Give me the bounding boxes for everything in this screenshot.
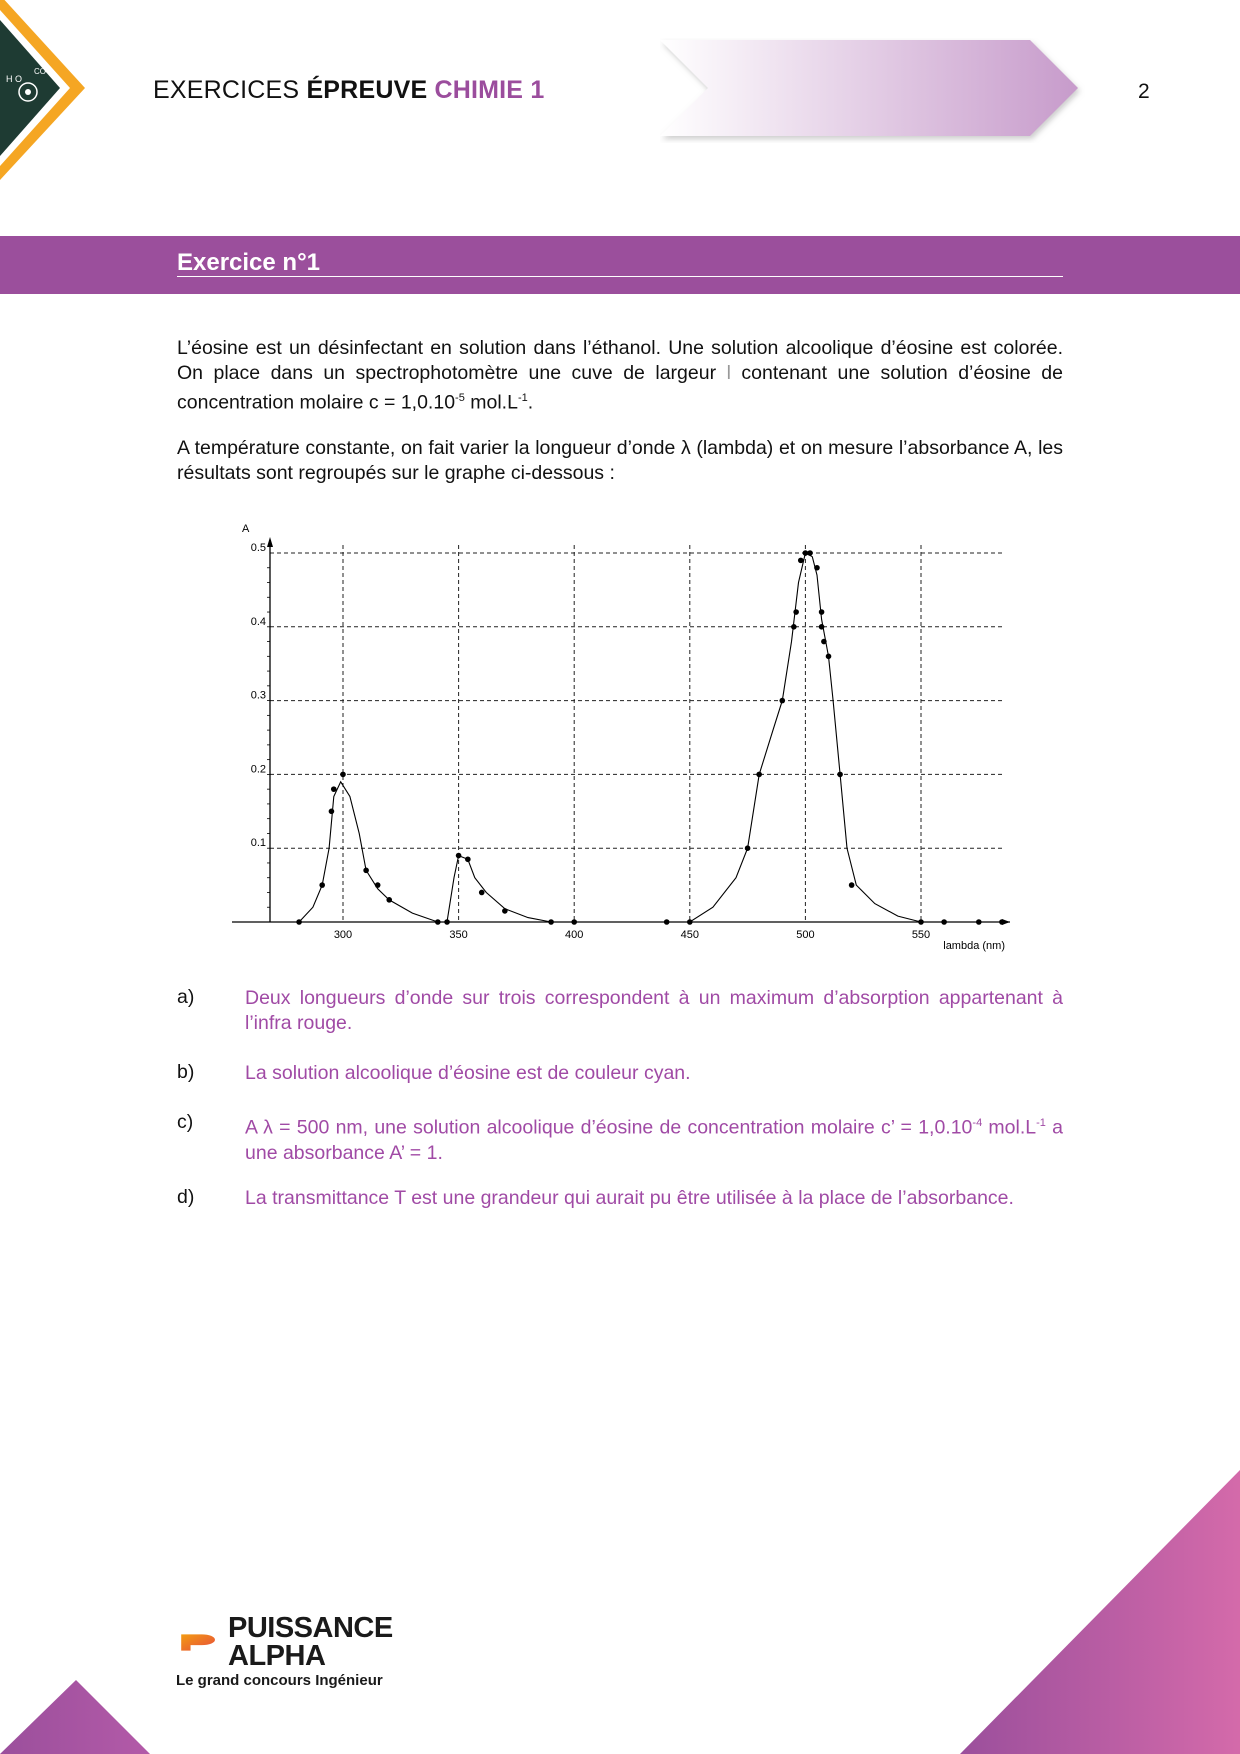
question-c-text-a: A λ = 500 nm, une solution alcoolique d’éosine de concentration molaire c’ = 1,0.10 <box>245 1116 973 1139</box>
svg-text:CO: CO <box>34 67 46 76</box>
bottom-left-triangle-decoration <box>0 1670 160 1754</box>
data-point <box>363 868 369 874</box>
data-point <box>319 882 325 888</box>
y-tick-label: 0.5 <box>250 542 266 554</box>
data-point <box>819 624 825 630</box>
header-title <box>153 76 544 105</box>
y-tick-label: 0.1 <box>250 837 266 850</box>
data-point <box>837 772 843 778</box>
question-d-text: La transmittance T est une grandeur qui aurait pu être utilisée à la place de l’absorbance. <box>245 1187 1014 1209</box>
header-arrow-decoration <box>660 38 1085 143</box>
brand-name-line1: PUISSANCE <box>228 1612 393 1644</box>
data-point <box>386 897 392 903</box>
y-tick-label: 0.2 <box>250 763 266 776</box>
absorbance-chart <box>220 515 1020 960</box>
y-axis-label: A <box>242 523 250 535</box>
data-point <box>793 609 799 615</box>
data-point <box>807 550 813 556</box>
x-tick-label: 550 <box>911 929 931 941</box>
data-point <box>687 919 693 925</box>
data-point <box>999 919 1005 925</box>
data-point <box>976 919 982 925</box>
intro-p1-width-symbol: l <box>726 362 731 384</box>
data-point <box>826 654 832 660</box>
data-point <box>798 558 804 564</box>
question-a-letter: a) <box>177 986 195 1008</box>
data-point <box>329 809 335 815</box>
question-d-letter: d) <box>177 1186 195 1208</box>
y-tick-label: 0.3 <box>250 689 266 702</box>
page-number: 2 <box>1138 80 1150 103</box>
x-tick-label: 300 <box>333 929 353 941</box>
section-title: Exercice n°1 <box>177 250 1063 277</box>
question-c-letter: c) <box>177 1111 194 1133</box>
absorbance-curve <box>299 553 1002 922</box>
brand-tagline: Le grand concours Ingénieur <box>176 1672 383 1689</box>
data-point <box>340 772 346 778</box>
x-tick-label: 500 <box>796 929 815 941</box>
intro-p1-exponent-2: -1 <box>517 392 528 404</box>
data-point <box>819 609 825 615</box>
data-point <box>849 882 855 888</box>
data-point <box>821 639 827 645</box>
intro-p1-text-b: contenant une solution d’éosine de concentration molaire c = 1,0.10 <box>177 362 1063 414</box>
y-axis-arrow <box>267 537 273 547</box>
data-point <box>456 853 462 859</box>
data-point <box>444 919 450 925</box>
question-c-text-b: mol.L <box>982 1116 1037 1139</box>
bottom-right-triangle-decoration <box>960 1470 1240 1754</box>
header-title-part2: ÉPREUVE <box>306 76 435 104</box>
data-point <box>941 919 947 925</box>
data-point <box>375 882 381 888</box>
data-point <box>918 919 924 925</box>
data-point <box>479 890 485 896</box>
intro-p1-text-a: L’éosine est un désinfectant en solution dans l’éthanol. Une solution alcoolique d’éosine est colorée. On place dans un spectrophotomètre une cuve de largeur <box>177 337 1063 384</box>
data-point <box>571 919 577 925</box>
question-c-exponent-1: -4 <box>972 1117 983 1129</box>
question-c-text <box>245 1111 1063 1166</box>
corner-badge-image <box>0 0 110 210</box>
header-title-part3: CHIMIE 1 <box>434 76 545 104</box>
question-c-exponent-2: -1 <box>1036 1117 1046 1129</box>
svg-text:H O: H O <box>6 74 23 84</box>
x-tick-label: 350 <box>449 929 468 941</box>
data-point <box>296 919 302 925</box>
data-point <box>791 624 797 630</box>
data-point <box>465 856 471 862</box>
x-tick-label: 400 <box>565 929 584 941</box>
data-point <box>664 919 670 925</box>
puissance-alpha-logo-mark <box>176 1612 228 1674</box>
data-point <box>745 845 751 851</box>
brand-name-line2: ALPHA <box>228 1640 326 1672</box>
x-axis-label: lambda (nm) <box>943 940 1005 952</box>
data-point <box>779 698 785 704</box>
question-b-letter: b) <box>177 1061 195 1083</box>
question-a-text: Deux longueurs d’onde sur trois correspondent à un maximum d’absorption appartenant à l’infra rouge. <box>245 987 1063 1034</box>
intro-paragraph-2: A température constante, on fait varier la longueur d’onde λ (lambda) et on mesure l’absorbance A, les résultats sont regroupés sur le graphe ci-dessous : <box>177 437 1063 484</box>
header-title-part1: EXERCICES <box>153 76 307 104</box>
data-point <box>435 919 441 925</box>
x-tick-label: 450 <box>680 929 699 941</box>
data-point <box>331 786 337 792</box>
question-b-text: La solution alcoolique d’éosine est de couleur cyan. <box>245 1062 691 1084</box>
data-point <box>814 565 820 571</box>
intro-paragraph-1 <box>177 336 1063 416</box>
question-c-text-c: a une absorbance A’ = 1. <box>245 1116 1063 1164</box>
y-tick-label: 0.4 <box>250 615 266 628</box>
intro-p1-text-c: mol.L <box>464 391 518 414</box>
intro-p1-text-d: . <box>527 391 534 414</box>
data-point <box>502 908 508 914</box>
data-point <box>756 772 762 778</box>
data-point <box>548 919 554 925</box>
intro-p1-exponent: -5 <box>455 392 465 404</box>
